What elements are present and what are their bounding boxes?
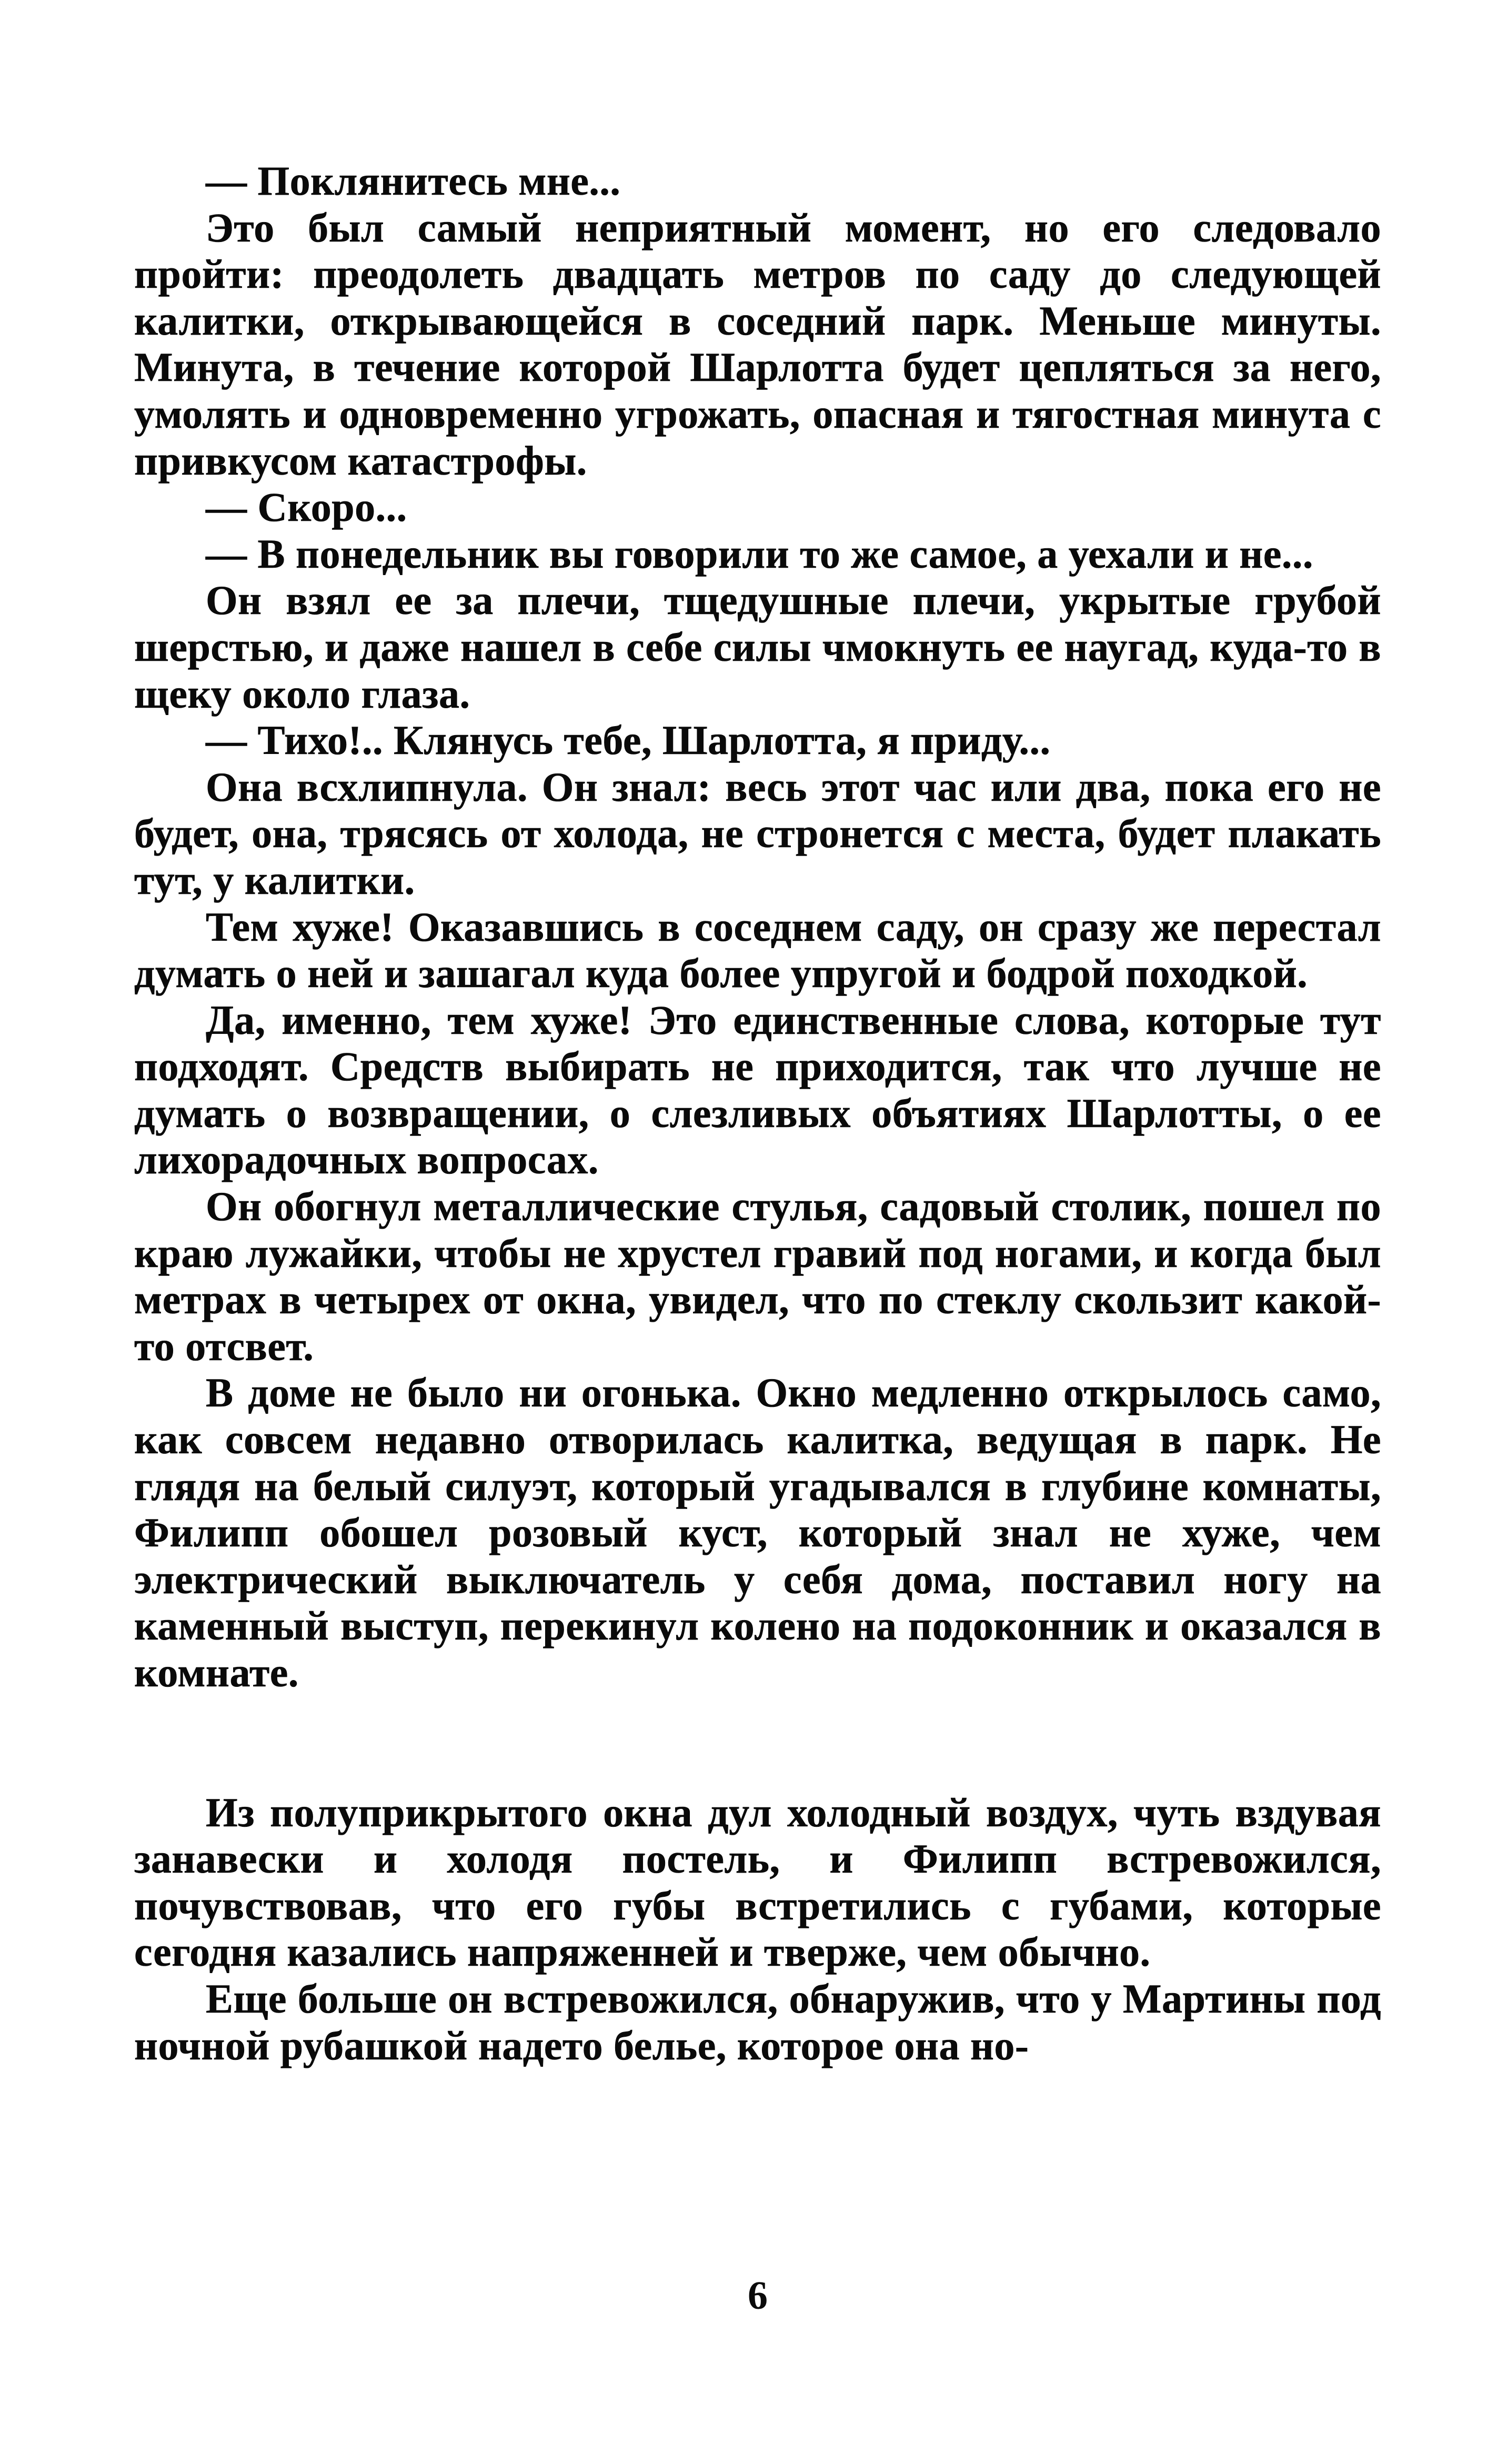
paragraph: Он взял ее за плечи, тщедушные плечи, укрытые грубой шерстью, и даже нашел в себе силы чмокнуть ее наугад, куда-то в щеку около глаза. [134,577,1381,717]
paragraph: Это был самый неприятный момент, но его следовало пройти: преодолеть двадцать метров по саду до следующей калитки, открывающейся в соседний парк. Меньше минуты. Минута, в течение которой Шарлотта будет цепляться за него, умолять и одновременно угрожать, опасная и тягостная минута с привкусом катастрофы. [134,204,1381,484]
paragraph: — Скоро... [206,484,407,530]
paragraph: Тем хуже! Оказавшись в соседнем саду, он сразу же перестал думать о ней и зашагал куда более упругой и бодрой походкой. [134,903,1381,997]
section-break [134,1696,1381,1789]
body-text [134,158,1381,2069]
paragraph: — В понедельник вы говорили то же самое, а уехали и не... [206,530,1313,577]
paragraph: Она всхлипнула. Он знал: весь этот час или два, пока его не будет, она, трясясь от холода, не стронется с места, будет плакать тут, у калитки. [134,763,1381,903]
paragraph: — Тихо!.. Клянусь тебе, Шарлотта, я приду... [206,717,1051,763]
page-number: 6 [748,2274,768,2318]
paragraph: Еще больше он встревожился, обнаружив, что у Мартины под ночной рубашкой надето белье, которое она но- [134,1975,1381,2068]
paragraph: В доме не было ни огонька. Окно медленно открылось само, как совсем недавно отворилась калитка, ведущая в парк. Не глядя на белый силуэт, который угадывался в глубине комнаты, Филипп обошел розовый куст, который знал не хуже, чем электрический выключатель у себя дома, поставил ногу на каменный выступ, перекинул колено на подоконник и оказался в комнате. [134,1370,1381,1695]
paragraph: — Поклянитесь мне... [206,158,621,204]
paragraph: Из полуприкрытого окна дул холодный воздух, чуть вздувая занавески и холодя постель, и Филипп встревожился, почувствовав, что его губы встретились с губами, которые сегодня казались напряженней и тверже, чем обычно. [134,1789,1381,1975]
paragraph: Он обогнул металлические стулья, садовый столик, пошел по краю лужайки, чтобы не хрустел гравий под ногами, и когда был метрах в четырех от окна, увидел, что по стеклу скользит какой-то отсвет. [134,1183,1381,1369]
book-page [134,158,1381,2420]
paragraph: Да, именно, тем хуже! Это единственные слова, которые тут подходят. Средств выбирать не приходится, так что лучше не думать о возвращении, о слезливых объятиях Шарлотты, о ее лихорадочных вопросах. [134,997,1381,1183]
